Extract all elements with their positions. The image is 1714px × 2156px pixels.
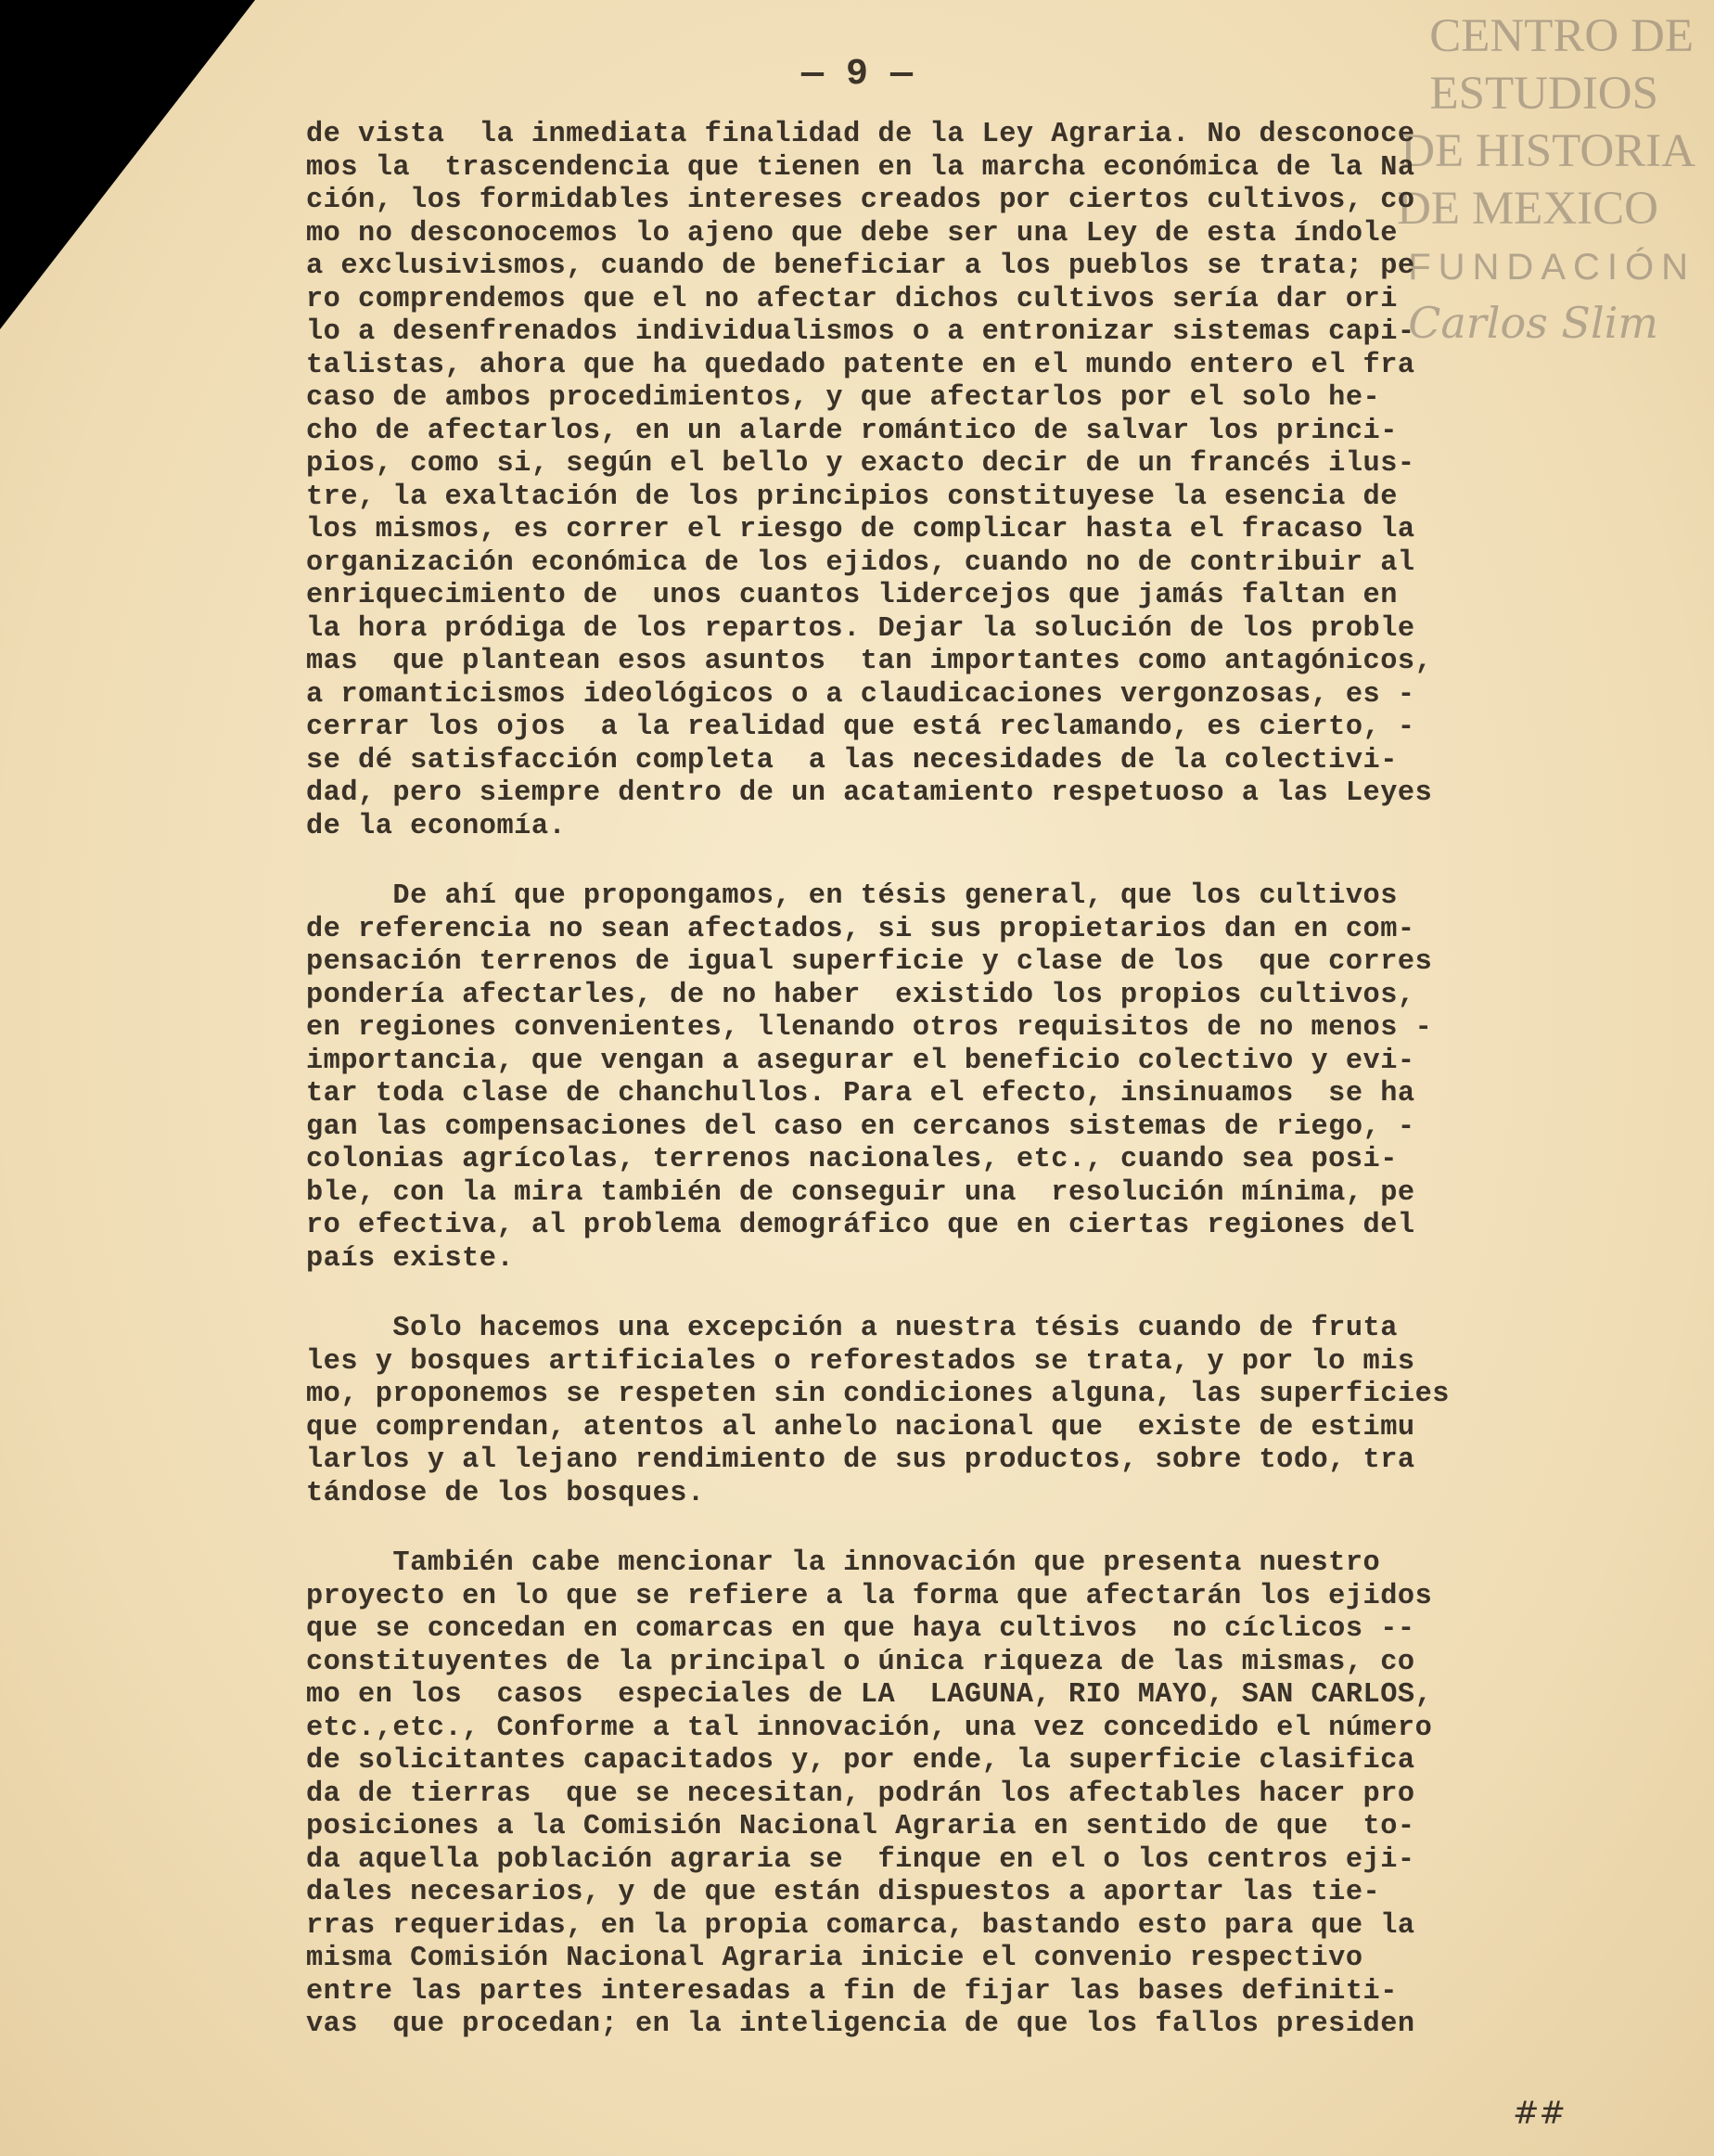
page-number: — 9 —	[800, 54, 914, 96]
text-line: gan las compensaciones del caso en cercanos sistemas de riego, -	[306, 1110, 1415, 1143]
text-line: vas que procedan; en la inteligencia de que los fallos presiden	[306, 2008, 1415, 2040]
text-line: les y bosques artificiales o reforestados se trata, y por lo mis	[306, 1345, 1415, 1378]
paragraph-gap	[306, 843, 1697, 880]
text-line: entre las partes interesadas a fin de fijar las bases definiti-	[306, 1975, 1398, 2008]
text-line: Solo hacemos una excepción a nuestra tésis cuando de fruta	[306, 1313, 1398, 1344]
text-line: país existe.	[306, 1242, 515, 1275]
text-line: cerrar los ojos a la realidad que está reclamando, es cierto, -	[306, 712, 1415, 743]
text-line: colonias agrícolas, terrenos nacionales, etc., cuando sea posi-	[306, 1144, 1398, 1175]
text-line: los mismos, es correr el riesgo de complicar hasta el fracaso la	[306, 514, 1415, 545]
text-line: dales necesarios, y de que están dispuestos a aportar las tie-	[306, 1877, 1381, 1908]
text-line: dad, pero siempre dentro de un acatamiento respetuoso a las Leyes	[306, 777, 1433, 809]
text-line: De ahí que propongamos, en tésis general, que los cultivos	[306, 880, 1398, 912]
text-line: mo, proponemos se respeten sin condiciones alguna, las superficies	[306, 1379, 1450, 1410]
text-line: a exclusivismos, cuando de beneficiar a los pueblos se trata; pe	[306, 250, 1415, 282]
text-line: la hora pródiga de los repartos. Dejar la solución de los proble	[306, 612, 1415, 645]
text-line: mas que plantean esos asuntos tan importantes como antagónicos,	[306, 646, 1433, 677]
text-line: ro comprendemos que el no afectar dichos cultivos sería dar ori	[306, 283, 1398, 315]
text-line: proyecto en lo que se refiere a la forma que afectarán los ejidos	[306, 1580, 1433, 1612]
watermark-line: CENTRO DE	[1429, 10, 1694, 62]
text-line: a romanticismos ideológicos o a claudicaciones vergonzosas, es -	[306, 678, 1415, 711]
text-line: de vista la inmediata finalidad de la Ley Agraria. No desconoce	[306, 119, 1415, 150]
text-line: constituyentes de la principal o única riqueza de las mismas, co	[306, 1646, 1415, 1678]
text-line: posiciones a la Comisión Nacional Agraria en sentido de que to-	[306, 1811, 1415, 1842]
paragraph	[306, 880, 1697, 1276]
text-line: ro efectiva, al problema demográfico que en ciertas regiones del	[306, 1210, 1415, 1241]
text-line: pensación terrenos de igual superficie y clase de los que corres	[306, 946, 1433, 978]
text-line: talistas, ahora que ha quedado patente en el mundo entero el fra	[306, 349, 1415, 381]
text-line: mo no desconocemos lo ajeno que debe ser una Ley de esta índole	[306, 217, 1398, 250]
text-line: tre, la exaltación de los principios constituyese la esencia de	[306, 481, 1398, 513]
text-line: se dé satisfacción completa a las necesidades de la colectivi-	[306, 744, 1398, 776]
typed-body-text	[306, 119, 1697, 2042]
text-line: de solicitantes capacitados y, por ende, la superficie clasifica	[306, 1745, 1415, 1777]
text-line: enriquecimiento de unos cuantos lidercejos que jamás faltan en	[306, 580, 1398, 611]
text-line: caso de ambos procedimientos, y que afectarlos por el solo he-	[306, 382, 1381, 414]
text-line: También cabe mencionar la innovación que presenta nuestro	[306, 1547, 1381, 1579]
text-line: cho de afectarlos, en un alarde romántico de salvar los princi-	[306, 415, 1398, 447]
paragraph	[306, 119, 1697, 843]
text-line: en regiones convenientes, llenando otros requisitos de no menos -	[306, 1012, 1433, 1044]
text-line: mos la trascendencia que tienen en la marcha económica de la Na	[306, 151, 1415, 184]
text-line: tar toda clase de chanchullos. Para el efecto, insinuamos se ha	[306, 1078, 1415, 1110]
paragraph	[306, 1547, 1697, 2042]
text-line: ble, con la mira también de conseguir una resolución mínima, pe	[306, 1176, 1415, 1209]
text-line: rras requeridas, en la propia comarca, bastando esto para que la	[306, 1909, 1415, 1942]
text-line: lo a desenfrenados individualismos o a entronizar sistemas capi-	[306, 316, 1415, 348]
watermark-line: DE HISTORIA	[1401, 125, 1695, 177]
folded-corner	[0, 0, 255, 329]
text-line: que comprendan, atentos al anhelo nacional que existe de estimu	[306, 1411, 1415, 1444]
text-line: de la economía.	[306, 810, 567, 842]
text-line: larlos y al lejano rendimiento de sus productos, sobre todo, tra	[306, 1444, 1415, 1476]
text-line: etc.,etc., Conforme a tal innovación, una vez concedido el número	[306, 1712, 1433, 1744]
text-line: da aquella población agraria se finque en el o los centros eji-	[306, 1843, 1415, 1876]
text-line: importancia, que vengan a asegurar el beneficio colectivo y evi-	[306, 1045, 1415, 1077]
text-line: ción, los formidables intereses creados por ciertos cultivos, co	[306, 185, 1415, 216]
text-line: pondería afectarles, de no haber existido los propios cultivos,	[306, 979, 1415, 1011]
text-line: da de tierras que se necesitan, podrán los afectables hacer pro	[306, 1777, 1415, 1810]
footer-handmark: ##	[1513, 2095, 1566, 2132]
text-line: organización económica de los ejidos, cuando no de contribuir al	[306, 546, 1415, 579]
text-line: misma Comisión Nacional Agraria inicie el convenio respectivo	[306, 1943, 1363, 1974]
watermark-signature: Carlos Slim	[1408, 298, 1658, 348]
paragraph-gap	[306, 1276, 1697, 1313]
text-line: mo en los casos especiales de LA LAGUNA, RIO MAYO, SAN CARLOS,	[306, 1679, 1433, 1711]
watermark-line: DE MEXICO	[1397, 183, 1658, 235]
watermark-line: ESTUDIOS	[1429, 68, 1658, 120]
text-line: pios, como si, según el bello y exacto decir de un francés ilus-	[306, 448, 1415, 480]
text-line: que se concedan en comarcas en que haya cultivos no cíclicos --	[306, 1613, 1415, 1645]
paragraph-gap	[306, 1510, 1697, 1547]
text-line: de referencia no sean afectados, si sus propietarios dan en com-	[306, 913, 1415, 945]
text-line: tándose de los bosques.	[306, 1477, 705, 1509]
paragraph	[306, 1313, 1697, 1510]
watermark-line: FUNDACIÓN	[1408, 247, 1695, 288]
